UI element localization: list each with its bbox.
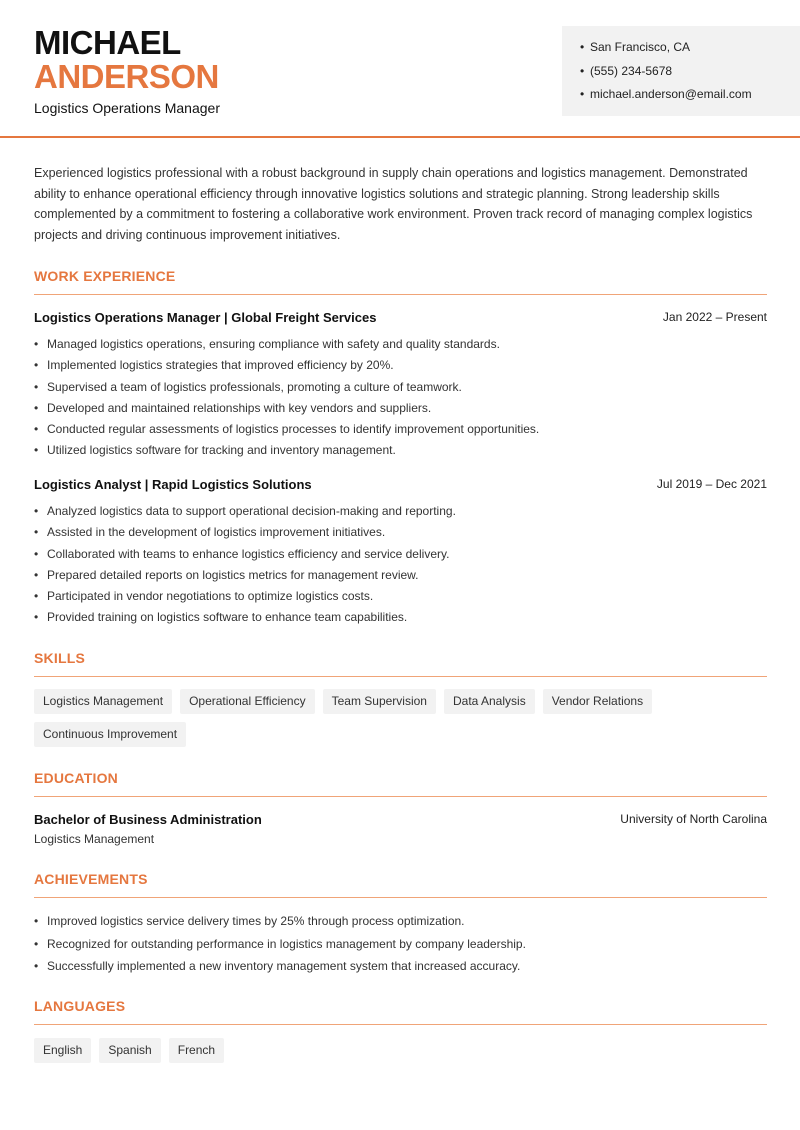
job-bullets — [34, 336, 539, 464]
job-dates: Jul 2019 – Dec 2021 — [656, 477, 767, 491]
bullet-icon: • — [580, 63, 585, 78]
skills-list — [34, 689, 774, 747]
first-name: MICHAEL — [34, 24, 181, 61]
school: University of North Carolina — [620, 812, 767, 826]
professional-summary: Experienced logistics professional with a robust background in supply chain operations and logistics management. Demonstrated ability to enhance operational efficiency through innovative logistics solutions and strategic planning. Strong leadership skills complemented by a commitment to fostering a collaborative work environment. Proven track record of managing complex logistics projects and driving continuous improvement initiatives. — [34, 166, 753, 242]
list-item: • Provided training on logistics software to enhance team capabilities. — [34, 610, 408, 625]
contact-phone — [580, 62, 800, 86]
list-item: • Analyzed logistics data to support operational decision-making and reporting. — [34, 504, 456, 518]
section-divider — [34, 796, 767, 797]
job-header — [34, 310, 767, 325]
job-bullets — [34, 503, 456, 631]
section-divider — [34, 676, 767, 677]
skill-tag: Continuous Improvement — [34, 722, 186, 747]
bullet-icon: • — [580, 87, 585, 101]
achievements-list — [34, 913, 526, 981]
contact-location — [580, 38, 800, 62]
section-divider — [34, 1024, 767, 1025]
skill-tag: Vendor Relations — [543, 689, 652, 714]
job-title-headline: Logistics Operations Manager — [34, 100, 220, 116]
section-title-skills: SKILLS — [34, 650, 85, 666]
section-title-languages: LANGUAGES — [34, 998, 126, 1014]
section-title-education: EDUCATION — [34, 770, 118, 786]
job-dates: Jan 2022 – Present — [662, 310, 767, 324]
list-item: • Participated in vendor negotiations to optimize logistics costs. — [34, 589, 374, 604]
skill-tag: Data Analysis — [444, 689, 535, 714]
language-tag: English — [34, 1038, 91, 1063]
section-title-achievements: ACHIEVEMENTS — [34, 871, 148, 887]
contact-box — [562, 26, 800, 116]
list-item: • Improved logistics service delivery times by 25% through process optimization. — [34, 914, 465, 928]
list-item: • Prepared detailed reports on logistics metrics for management review. — [34, 567, 419, 582]
field-of-study: Logistics Management — [34, 832, 155, 846]
skill-tag: Team Supervision — [323, 689, 436, 714]
list-item: • Supervised a team of logistics professionals, promoting a culture of teamwork. — [34, 379, 462, 394]
job-header — [34, 477, 767, 492]
bullet-icon: • — [580, 40, 585, 54]
list-item: • Conducted regular assessments of logistics processes to identify improvement opportunities. — [34, 422, 540, 437]
section-divider — [34, 294, 767, 295]
contact-email-text: michael.anderson@email.com — [590, 87, 752, 101]
contact-email — [580, 85, 800, 109]
contact-phone-text: (555) 234-5678 — [590, 63, 673, 78]
list-item: • Managed logistics operations, ensuring compliance with safety and quality standards. — [34, 337, 500, 351]
list-item: • Collaborated with teams to enhance logistics efficiency and service delivery. — [34, 546, 450, 561]
language-tag: French — [169, 1038, 224, 1063]
list-item: • Utilized logistics software for tracking and inventory management. — [34, 443, 396, 458]
list-item: • Recognized for outstanding performance in logistics management by company leadership. — [34, 936, 526, 951]
list-item: • Implemented logistics strategies that improved efficiency by 20%. — [34, 358, 394, 373]
list-item: • Assisted in the development of logistics improvement initiatives. — [34, 525, 386, 540]
language-tag: Spanish — [99, 1038, 160, 1063]
contact-location-text: San Francisco, CA — [590, 40, 691, 54]
list-item: • Successfully implemented a new inventory management system that increased accuracy. — [34, 959, 521, 973]
degree: Bachelor of Business Administration — [34, 812, 262, 827]
section-title-work: WORK EXPERIENCE — [34, 268, 176, 284]
education-header — [34, 812, 767, 827]
skill-tag: Operational Efficiency — [180, 689, 315, 714]
resume-header — [0, 0, 800, 138]
candidate-name — [34, 26, 219, 94]
section-divider — [34, 897, 767, 898]
job-title: Logistics Analyst | Rapid Logistics Solutions — [34, 477, 312, 492]
list-item: • Developed and maintained relationships with key vendors and suppliers. — [34, 400, 432, 415]
skill-tag: Logistics Management — [34, 689, 172, 714]
last-name: ANDERSON — [34, 58, 219, 95]
job-title: Logistics Operations Manager | Global Freight Services — [34, 310, 377, 325]
languages-list — [34, 1038, 774, 1063]
